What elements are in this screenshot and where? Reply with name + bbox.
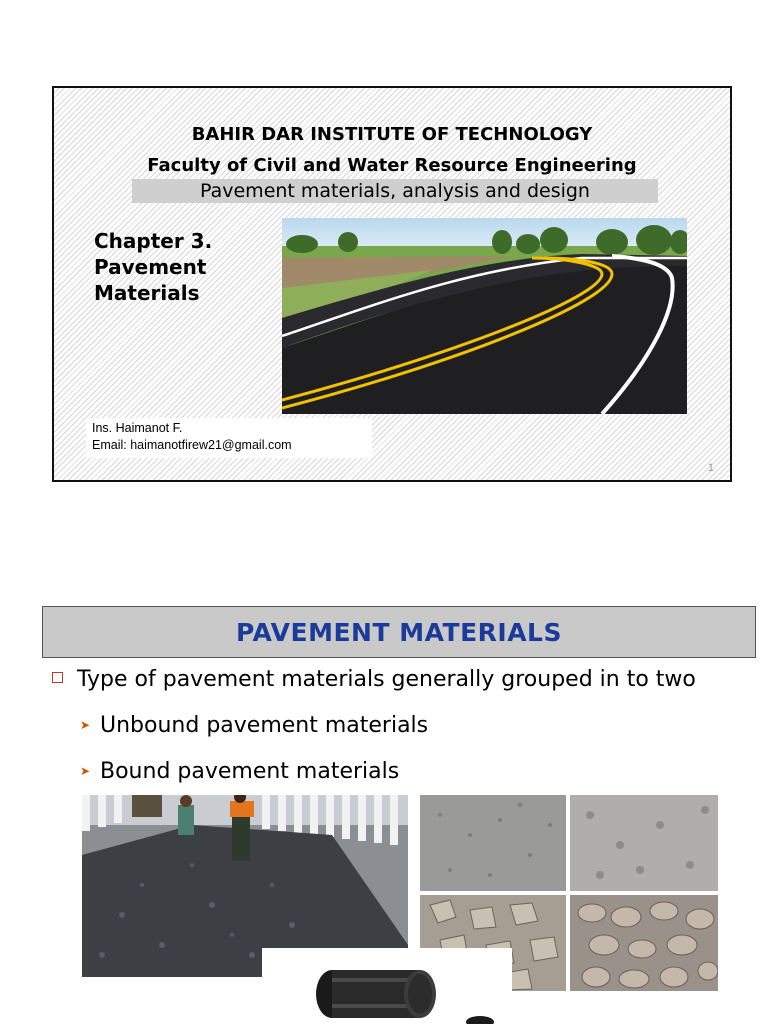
chapter-line-1: Chapter 3. bbox=[94, 229, 213, 253]
sub-bullet-text: Unbound pavement materials bbox=[100, 713, 429, 738]
bitumen-drum-photo bbox=[262, 948, 512, 1024]
main-bullet-text: Type of pavement materials generally grouped in to two bbox=[77, 667, 696, 692]
instructor-name: Ins. Haimanot F. bbox=[92, 421, 183, 435]
square-bullet-icon bbox=[52, 672, 63, 683]
author-credits bbox=[86, 418, 372, 458]
sub-bullet-text: Bound pavement materials bbox=[100, 759, 400, 784]
chapter-line-2: Pavement bbox=[94, 255, 207, 279]
chapter-title bbox=[94, 228, 274, 306]
curved-road-photo bbox=[282, 218, 687, 414]
sub-bullet-unbound bbox=[80, 713, 428, 738]
slide-title-bar bbox=[42, 606, 756, 658]
arrow-bullet-icon: ➤ bbox=[80, 718, 91, 732]
course-title: Pavement materials, analysis and design bbox=[132, 179, 658, 203]
chapter-line-3: Materials bbox=[94, 281, 200, 305]
sub-bullet-bound bbox=[80, 759, 399, 784]
title-slide bbox=[52, 86, 732, 482]
main-bullet bbox=[52, 667, 696, 692]
slide-title: PAVEMENT MATERIALS bbox=[236, 618, 562, 647]
page-number: 1 bbox=[707, 462, 714, 474]
arrow-bullet-icon: ➤ bbox=[80, 764, 91, 778]
instructor-email: Email: haimanotfirew21@gmail.com bbox=[92, 438, 292, 452]
institution-name: BAHIR DAR INSTITUTE OF TECHNOLOGY bbox=[191, 124, 593, 145]
faculty-name: Faculty of Civil and Water Resource Engineering bbox=[147, 155, 637, 176]
